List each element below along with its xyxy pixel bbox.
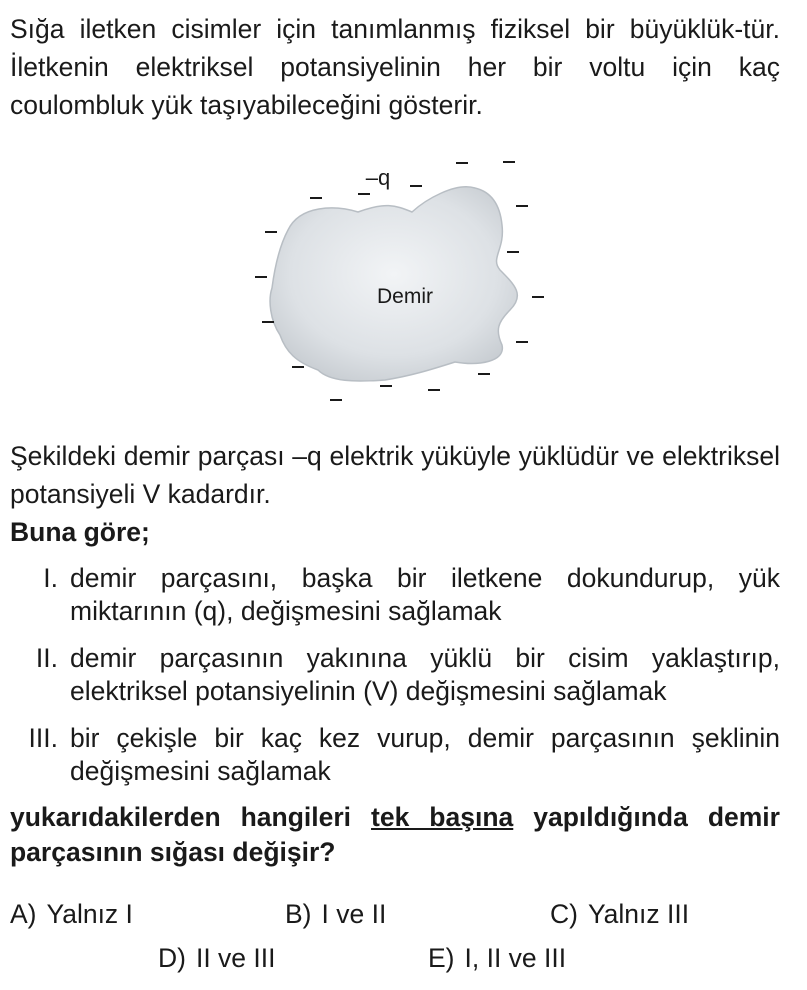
description-paragraph: Şekildeki demir parçası –q elektrik yüküyle yüklüdür ve elektriksel potansiyeli V kadardır. [10, 441, 780, 509]
statement-number: II. [35, 643, 58, 673]
option-c[interactable] [550, 898, 689, 930]
intro-paragraph: Sığa iletken cisimler için tanımlanmış fiziksel bir büyüklük-tür. İletkenin elektriksel potansiyelinin her bir voltu için kaç coulombluk yük taşıyabileceğini gösterir. [10, 14, 780, 120]
iron-piece-shape [270, 187, 517, 381]
option-b[interactable] [285, 898, 386, 930]
statement-number: III. [28, 723, 58, 753]
statement-item [10, 722, 780, 788]
charge-label: –q [365, 165, 391, 190]
option-d[interactable] [158, 942, 276, 974]
statement-item [10, 642, 780, 708]
statement-text: demir parçasının yakınına yüklü bir cisim yaklaştırıp, elektriksel potansiyelinin (V) değişmesini sağlamak [70, 643, 780, 706]
statement-text: demir parçasını, başka bir iletkene dokundurup, yük miktarının (q), değişmesini sağlamak [70, 563, 780, 626]
option-e[interactable] [428, 942, 566, 974]
iron-piece-figure [0, 140, 807, 430]
question-underlined: tek başına [371, 802, 514, 832]
statement-number: I. [43, 563, 58, 593]
option-text: Yalnız I [46, 899, 133, 929]
option-letter: D) [158, 943, 186, 973]
statement-item [10, 562, 780, 628]
option-text: I, II ve III [464, 943, 567, 973]
option-text: II ve III [195, 943, 276, 973]
option-a[interactable] [10, 898, 133, 930]
iron-label: Demir [377, 285, 433, 308]
statement-text: bir çekişle bir kaç kez vurup, demir parçasının şeklinin değişmesini sağlamak [70, 723, 780, 786]
option-text: Yalnız III [587, 899, 690, 929]
question-after: yapıldığında demir parçasının sığası değişir? [10, 802, 780, 867]
lead-text: Buna göre; [10, 517, 150, 547]
option-letter: A) [10, 899, 37, 929]
option-letter: B) [285, 899, 312, 929]
option-text: I ve II [321, 899, 387, 929]
question-text [10, 800, 780, 870]
option-letter: C) [550, 899, 578, 929]
option-letter: E) [428, 943, 455, 973]
question-before: yukarıdakilerden hangileri [10, 802, 372, 832]
